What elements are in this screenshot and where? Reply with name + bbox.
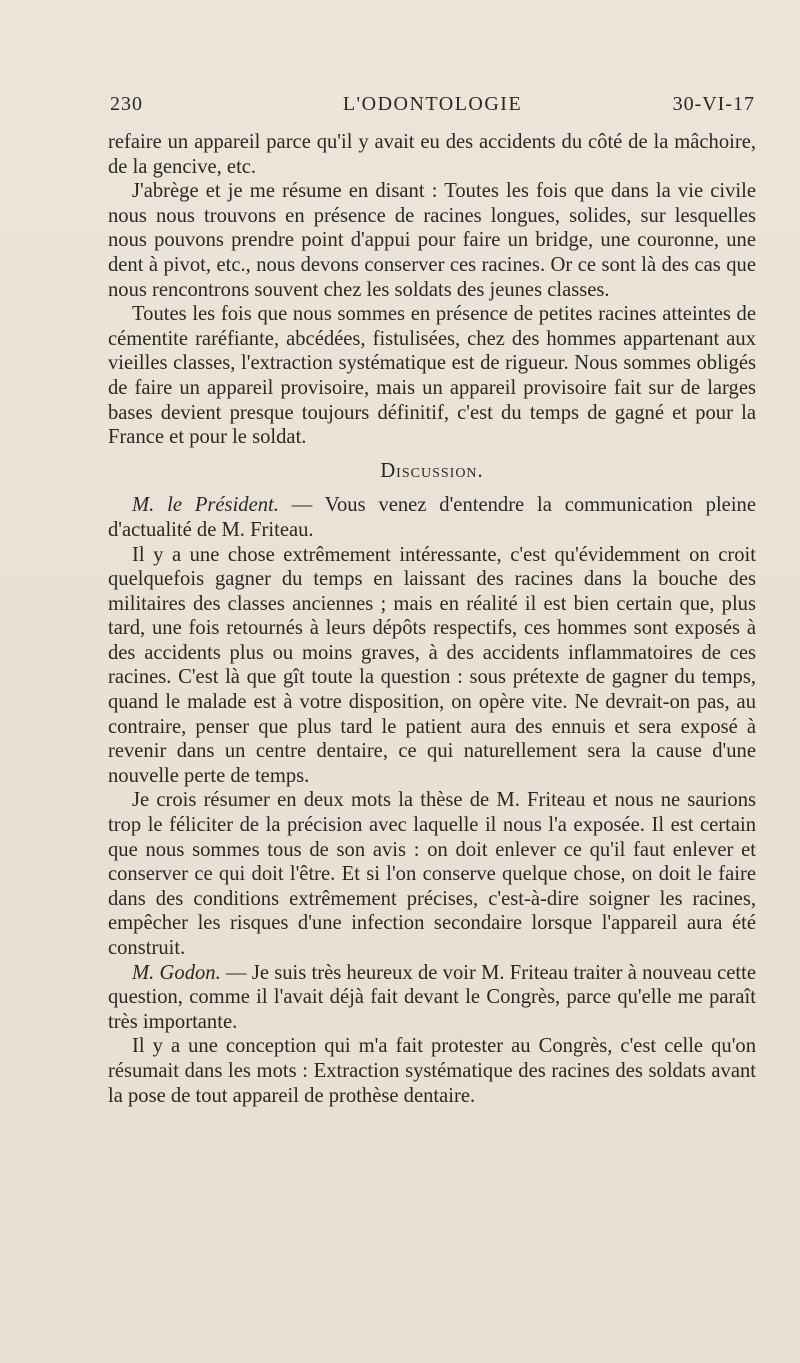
godon-remark <box>108 961 756 1035</box>
article-body <box>108 130 756 1108</box>
running-header <box>110 93 755 121</box>
speaker-name: M. le Président. <box>132 494 279 517</box>
paragraph: J'abrège et je me résume en disant : Toutes les fois que dans la vie civile nous nous trouvons en présence de racines longues, solides, sur lesquelles nous pouvons prendre point d'appui pour faire un bridge, une couronne, une dent à pivot, etc., nous devons conserver ces racines. Or ce sont là des cas que nous rencontrons souvent chez les soldats des jeunes classes. <box>108 180 756 301</box>
journal-title: L'ODONTOLOGIE <box>342 93 523 115</box>
page-number: 230 <box>110 93 143 115</box>
remark-text: Vous venez d'entendre la communication pleine d'actualité de M. Friteau. <box>108 494 756 541</box>
em-dash: — <box>220 961 252 984</box>
paragraph: Toutes les fois que nous sommes en présence de petites racines atteintes de cémentite raréfiante, abcédées, fistulisées, chez des hommes appartenant aux vieilles classes, l'extraction systématique est de rigueur. Nous sommes obligés de faire un appareil provisoire, mais un appareil provisoire fait sur de larges bases devient presque toujours définitif, c'est du temps de gagné et pour la France et pour le soldat. <box>108 303 756 449</box>
paragraph: Il y a une chose extrêmement intéressante, c'est qu'évidemment on croit quelquefois gagner du temps en laissant des racines dans la bouche des militaires des classes anciennes ; mais en réalité il est bien certain que, plus tard, une fois retournés à leurs dépôts respectifs, ces hommes sont exposés à des accidents plus ou moins graves, à des accidents inflammatoires de ces racines. C'est là que gît toute la question : sous prétexte de gagner du temps, quand le malade est à votre disposition, on opère vite. Ne devrait-on pas, au contraire, penser que plus tard le patient aura des ennuis et sera exposé à revenir dans un centre dentaire, ce qui naturellement sera la cause d'une nouvelle perte de temps. <box>108 543 756 787</box>
president-remark <box>108 493 756 542</box>
paragraph-continuation: refaire un appareil parce qu'il y avait eu des accidents du côté de la mâchoire, de la gencive, etc. <box>108 131 756 178</box>
section-heading: Discussion. <box>380 459 484 482</box>
remark-text: Je suis très heureux de voir M. Friteau traiter à nouveau cette question, comme il l'avait déjà fait devant le Congrès, parce qu'elle me paraît très importante. <box>108 961 756 1033</box>
paragraph: Je crois résumer en deux mots la thèse de M. Friteau et nous ne saurions trop le féliciter de la précision avec laquelle il nous l'a exposée. Il est certain que nous sommes tous de son avis : on doit enlever ce qu'il faut enlever et conserver ce qui doit l'être. Et si l'on conserve quelque chose, on doit le faire dans des conditions extrêmement précises, c'est-à-dire soigner les racines, empêcher les risques d'une infection secondaire lorsque l'appareil aura été construit. <box>108 789 756 959</box>
speaker-name: M. Godon. <box>132 961 221 984</box>
issue-date: 30-VI-17 <box>672 93 755 115</box>
paragraph: Il y a une conception qui m'a fait protester au Congrès, c'est celle qu'on résumait dans les mots : Extraction systématique des racines des soldats avant la pose de tout appareil de prothèse dentaire. <box>108 1035 756 1107</box>
em-dash: — <box>278 494 325 517</box>
